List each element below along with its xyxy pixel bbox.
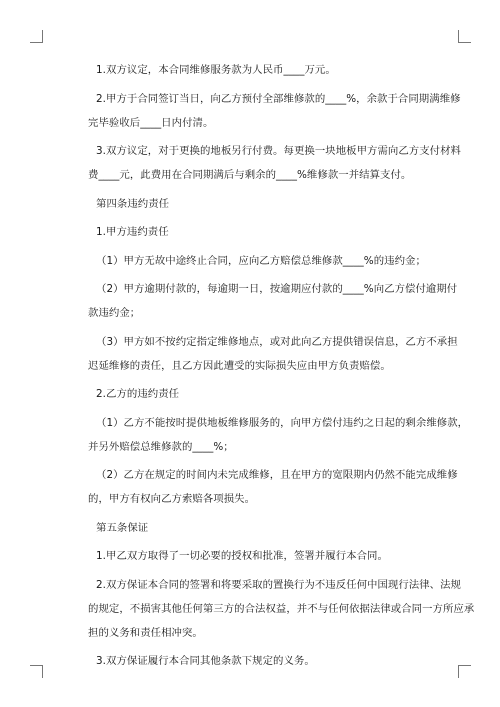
- paragraph-line: 完毕验收后____日内付清。: [88, 116, 214, 129]
- crop-mark-bottom-left: [30, 665, 43, 678]
- paragraph-line: 担的义务和责任相冲突。: [88, 626, 203, 639]
- crop-mark-bottom-right: [458, 665, 471, 678]
- subsection-heading-text: 2.乙方的违约责任: [96, 388, 180, 400]
- paragraph: [88, 58, 431, 82]
- paragraph-line: （2）乙方在规定的时间内未完成维修，且在甲方的宽限期内仍然不能完成维修: [96, 469, 458, 481]
- paragraph: [88, 139, 461, 187]
- section-heading: [88, 192, 431, 216]
- subsection-heading: [88, 382, 431, 406]
- subsection-heading: [88, 220, 431, 244]
- paragraph: [88, 277, 458, 325]
- paragraph: [88, 411, 469, 459]
- paragraph: [88, 249, 431, 273]
- paragraph-line: 的，甲方有权向乙方索赔各项损失。: [88, 493, 256, 505]
- paragraph: [88, 544, 431, 568]
- crop-mark-top-right: [458, 30, 471, 43]
- paragraph: [88, 649, 431, 673]
- paragraph-line: （3）甲方如不按约定指定维修地点，或对此向乙方提供错误信息，乙方不承担: [96, 335, 458, 348]
- paragraph-line: 3.双方议定，对于更换的地板另行付费。每更换一块地板甲方需向乙方支付材料: [96, 145, 461, 157]
- section-heading-text: 第五条保证: [96, 521, 149, 534]
- paragraph: [88, 463, 458, 511]
- paragraph-line: 并另外赔偿总维修款的____%；: [88, 440, 234, 453]
- paragraph: [88, 330, 458, 378]
- section-heading-text: 第四条违约责任: [96, 197, 170, 210]
- paragraph-line: 2.双方保证本合同的签署和将要采取的置换行为不违反任何中国现行法律、法规: [96, 578, 461, 591]
- crop-mark-top-left: [30, 30, 43, 43]
- paragraph-line: 迟延维修的责任，且乙方因此遭受的实际损失应由甲方负责赔偿。: [88, 359, 391, 372]
- document-body: [88, 58, 475, 678]
- section-heading: [88, 516, 431, 540]
- paragraph-line: （1）乙方不能按时提供地板维修服务的，向甲方偿付违约之日起的剩余维修款，: [96, 416, 469, 429]
- paragraph: [88, 573, 475, 645]
- subsection-heading-text: 1.甲方违约责任: [96, 226, 169, 238]
- paragraph: [88, 87, 461, 135]
- paragraph-line: 的规定，不损害其他任何第三方的合法权益，并不与任何依据法律或合同一方所应承: [88, 602, 475, 615]
- paragraph-line: 1.双方议定，本合同维修服务款为人民币____万元。: [96, 64, 336, 76]
- paragraph-line: 费____元，此费用在合同期满后与剩余的____%维修款一并结算支付。: [88, 169, 412, 181]
- paragraph-line: 款违约金；: [88, 307, 141, 319]
- paragraph-line: 1.甲乙双方取得了一切必要的授权和批准，签署并履行本合同。: [96, 550, 388, 562]
- paragraph-line: （2）甲方逾期付款的，每逾期一日，按逾期应付款的____%向乙方偿付逾期付: [96, 283, 458, 295]
- paragraph-line: 2.甲方于合同签订当日，向乙方预付全部维修款的____%，余款于合同期满维修: [96, 92, 461, 105]
- paragraph-line: （1）甲方无故中途终止合同，应向乙方赔偿总维修款____%的违约金；: [96, 254, 426, 267]
- paragraph-line: 3.双方保证履行本合同其他条款下规定的义务。: [96, 655, 315, 667]
